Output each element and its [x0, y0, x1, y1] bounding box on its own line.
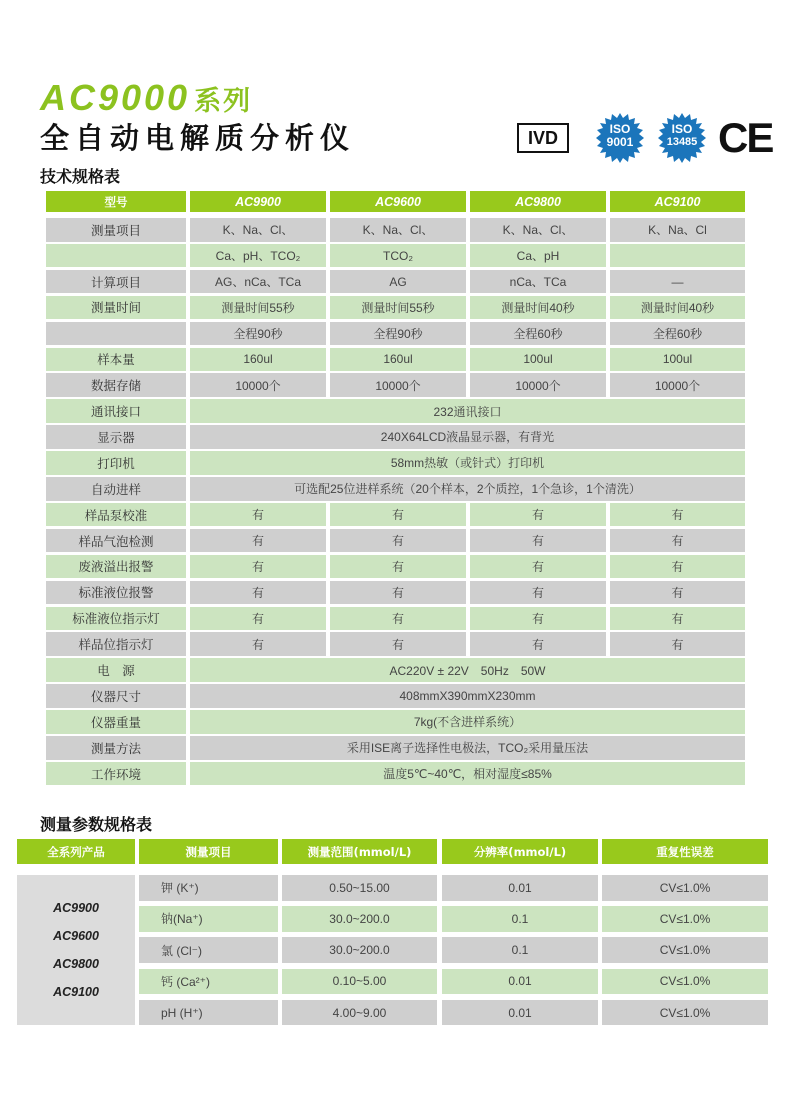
spec-value: 有 [610, 581, 745, 605]
spec-value: 有 [190, 607, 326, 631]
spec-value: 10000个 [470, 373, 606, 397]
measure-range: 4.00~9.00 [282, 1000, 437, 1026]
spec-value: 全程60秒 [470, 322, 606, 346]
column-header-ac9800: AC9800 [470, 191, 606, 212]
row-label: 测量项目 [46, 218, 186, 242]
param-column-header: 重复性误差 [602, 839, 768, 864]
spec-value: 有 [610, 555, 745, 579]
measure-resolution: 0.01 [442, 875, 598, 901]
param-column-header: 全系列产品 [17, 839, 135, 864]
row-label: 样品泵校准 [46, 503, 186, 527]
row-label: 样本量 [46, 348, 186, 372]
row-label: 测量时间 [46, 296, 186, 320]
row-label: 标准液位报警 [46, 581, 186, 605]
spec-value: 全程60秒 [610, 322, 745, 346]
spec-value: 有 [610, 503, 745, 527]
measure-item: 氯 (Cl⁻) [139, 937, 278, 963]
model-name: AC9100 [53, 985, 99, 999]
measure-repeatability: CV≤1.0% [602, 906, 768, 932]
spec-value: 有 [330, 503, 466, 527]
spec-value: 有 [610, 607, 745, 631]
series-name: AC9000 [40, 77, 191, 118]
spec-value: K、Na、Cl、 [470, 218, 606, 242]
spec-value: AG [330, 270, 466, 294]
column-header-ac9600: AC9600 [330, 191, 466, 212]
iso9001-badge [595, 113, 645, 163]
model-list [17, 875, 135, 1025]
spec-value: 有 [470, 555, 606, 579]
spanning-value: 408mmX390mmX230mm [190, 684, 745, 708]
param-spec-title: 测量参数规格表 [40, 815, 153, 834]
spanning-value: 温度5℃~40℃，相对湿度≤85% [190, 762, 745, 786]
param-column-header: 测量范围(mmol/L) [282, 839, 437, 864]
spec-value: 测量时间55秒 [190, 296, 326, 320]
spanning-value: 232通讯接口 [190, 399, 745, 423]
param-column-header: 分辨率(mmol/L) [442, 839, 598, 864]
spec-value: TCO₂ [330, 244, 466, 268]
ivd-badge: IVD [517, 123, 569, 153]
row-label: 标准液位指示灯 [46, 607, 186, 631]
measure-repeatability: CV≤1.0% [602, 1000, 768, 1026]
row-label: 显示器 [46, 425, 186, 449]
spec-value: 有 [190, 529, 326, 553]
spec-value: 测量时间40秒 [610, 296, 745, 320]
measure-resolution: 0.01 [442, 969, 598, 995]
spec-value: 10000个 [330, 373, 466, 397]
spec-value: 有 [330, 607, 466, 631]
spec-value: 全程90秒 [330, 322, 466, 346]
measure-item: 钙 (Ca²⁺) [139, 969, 278, 995]
spec-value: 有 [190, 581, 326, 605]
tech-spec-title: 技术规格表 [40, 167, 121, 186]
measure-resolution: 0.1 [442, 937, 598, 963]
model-name: AC9600 [53, 929, 99, 943]
row-label [46, 322, 186, 346]
spec-value: 100ul [610, 348, 745, 372]
column-header-model: 型号 [46, 191, 186, 212]
column-header-ac9100: AC9100 [610, 191, 745, 212]
iso-number: 9001 [606, 135, 634, 149]
spec-value: AG、nCa、TCa [190, 270, 326, 294]
iso-label: ISO [609, 122, 631, 136]
spec-value: 测量时间40秒 [470, 296, 606, 320]
row-label: 电 源 [46, 658, 186, 682]
spec-value: K、Na、Cl、 [330, 218, 466, 242]
spec-value: K、Na、Cl [610, 218, 745, 242]
row-label [46, 244, 186, 268]
spec-value: 有 [190, 503, 326, 527]
spanning-value: 可选配25位进样系统（20个样本，2个质控，1个急诊，1个清洗） [190, 477, 745, 501]
iso-number: 13485 [666, 136, 698, 148]
spec-value: 有 [330, 529, 466, 553]
spanning-value: 7kg(不含进样系统） [190, 710, 745, 734]
column-header-ac9900: AC9900 [190, 191, 326, 212]
spec-value: 有 [470, 632, 606, 656]
measure-item: 钠(Na⁺) [139, 906, 278, 932]
measure-repeatability: CV≤1.0% [602, 875, 768, 901]
spanning-value: AC220V ± 22V 50Hz 50W [190, 658, 745, 682]
row-label: 样品气泡检测 [46, 529, 186, 553]
spec-value: 有 [610, 632, 745, 656]
row-label: 数据存储 [46, 373, 186, 397]
row-label: 自动进样 [46, 477, 186, 501]
measure-range: 30.0~200.0 [282, 906, 437, 932]
spec-value: 有 [610, 529, 745, 553]
row-label: 测量方法 [46, 736, 186, 760]
model-name: AC9900 [53, 901, 99, 915]
measure-resolution: 0.01 [442, 1000, 598, 1026]
spec-value: 测量时间55秒 [330, 296, 466, 320]
spec-value: 有 [190, 555, 326, 579]
spec-value: K、Na、Cl、 [190, 218, 326, 242]
series-suffix: 系列 [194, 86, 253, 117]
measure-item: 钾 (K⁺) [139, 875, 278, 901]
iso-label: ISO [671, 122, 693, 136]
spec-value: 有 [330, 581, 466, 605]
measure-repeatability: CV≤1.0% [602, 969, 768, 995]
row-label: 废液溢出报警 [46, 555, 186, 579]
measure-repeatability: CV≤1.0% [602, 937, 768, 963]
row-label: 打印机 [46, 451, 186, 475]
spec-value: 有 [470, 503, 606, 527]
spanning-value: 240X64LCD液晶显示器，有背光 [190, 425, 745, 449]
spec-value: 有 [470, 581, 606, 605]
spec-value [610, 244, 745, 268]
spec-value: — [610, 270, 745, 294]
row-label: 样品位指示灯 [46, 632, 186, 656]
measure-range: 0.10~5.00 [282, 969, 437, 995]
row-label: 仪器重量 [46, 710, 186, 734]
row-label: 仪器尺寸 [46, 684, 186, 708]
spanning-value: 58mm热敏（或针式）打印机 [190, 451, 745, 475]
spec-value: 160ul [330, 348, 466, 372]
spec-value: 有 [470, 529, 606, 553]
series-title [40, 78, 252, 118]
row-label: 计算项目 [46, 270, 186, 294]
param-column-header: 测量项目 [139, 839, 278, 864]
measure-range: 30.0~200.0 [282, 937, 437, 963]
spec-value: 有 [470, 607, 606, 631]
spanning-value: 采用ISE离子选择性电极法，TCO₂采用量压法 [190, 736, 745, 760]
measure-range: 0.50~15.00 [282, 875, 437, 901]
spec-value: 有 [190, 632, 326, 656]
spec-value: 100ul [470, 348, 606, 372]
product-title: 全自动电解质分析仪 [40, 121, 356, 155]
spec-value: 10000个 [190, 373, 326, 397]
spec-value: 10000个 [610, 373, 745, 397]
model-name: AC9800 [53, 957, 99, 971]
spec-value: 160ul [190, 348, 326, 372]
spec-value: 有 [330, 632, 466, 656]
iso13485-badge [657, 113, 707, 163]
spec-value: nCa、TCa [470, 270, 606, 294]
spec-value: Ca、pH [470, 244, 606, 268]
spec-value: Ca、pH、TCO₂ [190, 244, 326, 268]
measure-resolution: 0.1 [442, 906, 598, 932]
row-label: 通讯接口 [46, 399, 186, 423]
ce-mark: CE [718, 114, 773, 161]
spec-value: 全程90秒 [190, 322, 326, 346]
row-label: 工作环境 [46, 762, 186, 786]
measure-item: pH (H⁺) [139, 1000, 278, 1026]
spec-value: 有 [330, 555, 466, 579]
